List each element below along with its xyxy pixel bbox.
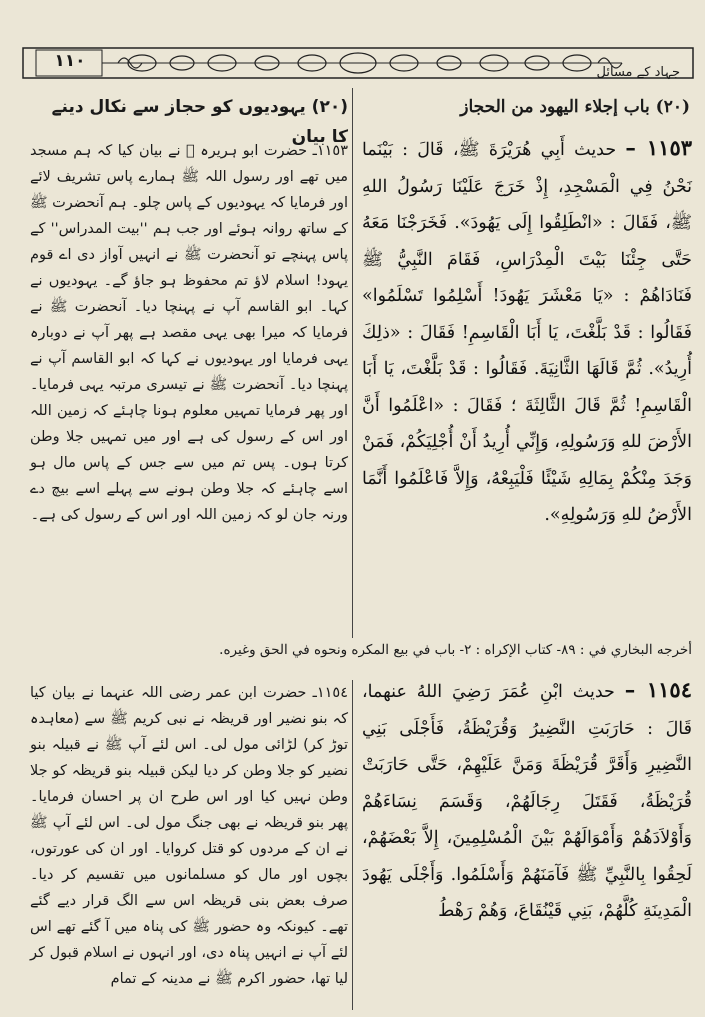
hadith-1153-footnote: أخرجه البخاري في : ٨٩- كتاب الإكراه : ٢- باب في بيع المكره ونحوه في الحق وغيره. [219,642,692,658]
column-divider [352,88,353,638]
column-divider-lower [352,680,353,1010]
hadith-1153-arabic [362,130,692,630]
hadith-1154-urdu-translation: ١١٥٤ـ حضرت ابن عمر رضی اللہ عنہما نے بیان کیا کہ بنو نضیر اور قریظہ نے نبی کریم ﷺ سے (معاہدہ توڑ کر) لڑائی مول لی۔ اس لئے آپ ﷺ نے قبیلہ بنو نضیر کو جلا وطن کر دیا لیکن قبیلہ بنو قریظہ کو جلا وطن نہیں کیا اور اس طرح ان پر احسان فرمایا۔ پھر بنو قریظہ نے بھی جنگ مول لی۔ اس لئے آپ ﷺ نے ان کے مردوں کو قتل کروایا۔ اور ان کی عورتوں، بچوں اور مال کو مسلمانوں میں تقسیم کر دیا۔ صرف بعض بنی قریظہ اس سے الگ قرار دیے گئے تھے۔ کیونکہ وہ حضور ﷺ کی پناہ میں آ گئے تھے اس لئے آپ نے انہیں پناہ دی، اور انہوں نے اسلام قبول کر لیا تھا، حضور اکرم ﷺ نے مدینہ کے تمام [30,685,348,987]
hadith-1153-number: ١١٥٣ – [625,135,693,160]
running-title: جہاد کے مسائل [596,65,680,80]
hadith-1154-number: ١١٥٤ – [624,677,692,702]
hadith-1154-arabic [362,672,692,1012]
chapter-heading-urdu: (٢٠) یہودیوں کو حجاز سے نکال دینے کا بیان [51,97,348,147]
hadith-1153-arabic-text: حديث أَبِي هُرَيْرَةَ ﷺ، قَالَ : بَيْنَما نَحْنُ فِي الْمَسْجِدِ، إِذْ خَرَجَ عَلَيْنَا رَسُولُ اللهِ ﷺ، فَقَالَ : «انْطَلِقُوا إِلَى يَهُودَ». فَخَرَجْنَا مَعَهُ حَتَّى جِئْنَا بَيْتَ الْمِدْرَاسِ، فَقَامَ النَّبِيُّ ﷺ فَنَادَاهُمْ : «يَا مَعْشَرَ يَهُودَ! أَسْلِمُوا تَسْلَمُوا» فَقَالُوا : قَدْ بَلَّغْتَ، يَا أَبَا الْقَاسِمِ! فَقَالَ : «ذلِكَ أُرِيدُ». ثُمَّ قَالَهَا الثَّانِيَةَ. فَقَالُوا : قَدْ بَلَّغْتَ، يَا أَبَا الْقَاسِمِ! ثُمَّ قَالَ الثَّالِثَةَ ؛ فَقَالَ : «اعْلَمُوا أَنَّ الأَرْضَ للهِ وَرَسُولِهِ، وَإِنِّي أُرِيدُ أَنْ أُجْلِيَكُمْ، فَمَنْ وَجَدَ مِنْكُمْ بِمَالِهِ شَيْئًا فَلْيَبِعْهُ، وَإِلاَّ فَاعْلَمُوا أَنَّمَا الأَرْضُ للهِ وَرَسُولِهِ». [362,140,692,525]
hadith-1154-arabic-text: حديث ابْنِ عُمَرَ رَضِيَ اللهُ عنهما، قَالَ : حَارَبَتِ النَّضِيرُ وَقُرَيْظَةُ، فَأَجْلَى بَنِي النَّضِيرِ وَأَقَرَّ قُرَيْظَةَ وَمَنَّ عَلَيْهِمْ، حَتَّى حَارَبَتْ قُرَيْظَةُ، فَقَتَلَ رِجَالَهُمْ، وَقَسَمَ نِسَاءَهُمْ وَأَوْلاَدَهُمْ وَأَمْوَالَهُمْ بَيْنَ الْمُسْلِمِينَ، إِلاَّ بَعْضَهُمْ، لَحِقُوا بِالنَّبِيِّ ﷺ فَآمَنَهُمْ وَأَسْلَمُوا. وَأَجْلَى يَهُودَ الْمَدِينَةِ كُلَّهُمْ، بَنِي قَيْنُقَاعَ، وَهُمْ رَهْطُ [362,682,692,921]
chapter-heading-arabic: (٢٠) باب إجلاء اليهود من الحجاز [460,97,690,117]
page-number: ١١٠ [54,51,86,71]
hadith-1153-urdu-translation: ١١٥٣ـ حضرت ابو ہریرہ ﷜ نے بیان کیا کہ ہم مسجد میں تھے اور رسول اللہ ﷺ ہمارے پاس تشریف لائے اور فرمایا کہ یہودیوں کے پاس چلو۔ ہم آنحضرت ﷺ کے ساتھ روانہ ہوئے اور جب ہم ''بیت المدراس'' کے پاس پہنچے تو آنحضرت ﷺ نے انہیں آواز دی اے قوم یہود! اسلام لاؤ تم محفوظ ہو جاؤ گے۔ یہودیوں نے کہا۔ ابو القاسم آپ نے پہنچا دیا۔ آنحضرت ﷺ نے فرمایا کہ میرا بھی یہی مقصد ہے پھر آپ نے دوبارہ یہی فرمایا اور یہودیوں نے کہا کہ ابو القاسم آپ نے پہنچا دیا۔ آنحضرت ﷺ نے تیسری مرتبہ یہی فرمایا۔ اور پھر فرمایا تمہیں معلوم ہونا چاہئے کہ زمین اللہ اور اس کے رسول کی ہے اور میں تمہیں جلا وطن کرتا ہوں۔ پس تم میں سے جس کے پاس مال ہو اسے چاہئے کہ جلا وطن ہونے سے پہلے اسے بیچ دے ورنہ جان لو کہ زمین اللہ اور اس کے رسول کی ہے۔ [30,143,348,523]
